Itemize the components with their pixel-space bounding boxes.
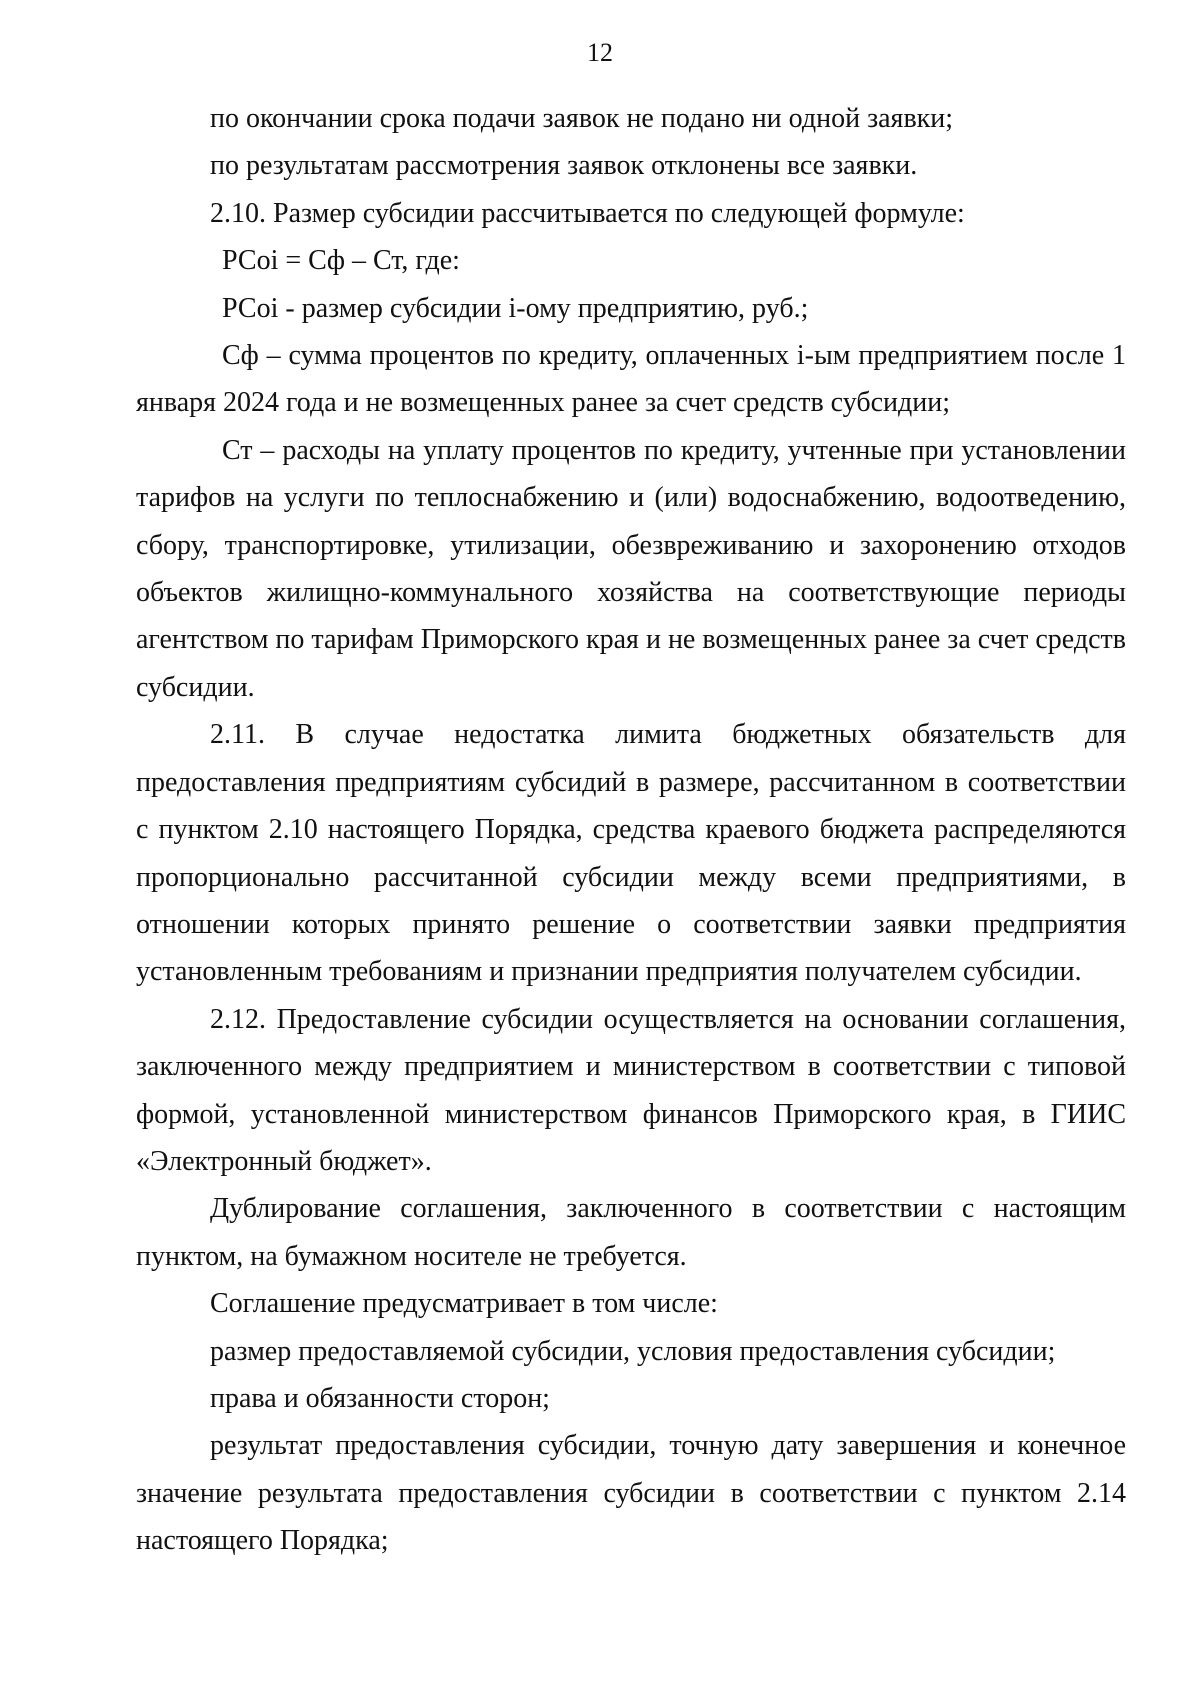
page-number: 12 bbox=[587, 38, 613, 67]
paragraph-subsidy-result: результат предоставления субсидии, точную дату завершения и конечное значение результата предоставления субсидии в соответствии с пунктом 2.14 настоящего Порядка; bbox=[136, 1430, 1126, 1557]
paragraph-2-12: 2.12. Предоставление субсидии осуществляется на основании соглашения, заключенного между предприятием и министерством в соответствии с типовой формой, установленной министерством финансов Приморского края, в ГИИС «Электронный бюджет». bbox=[136, 1003, 1126, 1177]
paragraph-2-10-heading: 2.10. Размер субсидии рассчитывается по следующей формуле: bbox=[210, 197, 965, 229]
paragraph-2-11: 2.11. В случае недостатка лимита бюджетных обязательств для предоставления предприятиям субсидий в размере, рассчитанном в соответствии с пунктом 2.10 настоящего Порядка, средства краевого бюджета распределяются пропорционально рассчитанной субсидии между всеми предприятиями, в отношении которых принято решение о соответствии заявки предприятия установленным требованиям и признании предприятия получателем субсидии. bbox=[136, 719, 1126, 988]
paragraph-all-applications-rejected: по результатам рассмотрения заявок отклонены все заявки. bbox=[210, 150, 918, 182]
formula-line: РСоi = Сф – Ст, где: bbox=[222, 245, 460, 277]
formula-definition-rsoi: РСоi - размер субсидии i-ому предприятию, руб.; bbox=[222, 292, 809, 324]
paragraph-no-paper-duplicate: Дублирование соглашения, заключенного в соответствии с настоящим пунктом, на бумажном носителе не требуется. bbox=[136, 1193, 1126, 1272]
paragraph-rights-obligations: права и обязанности сторон; bbox=[210, 1382, 550, 1414]
paragraph-agreement-provides: Соглашение предусматривает в том числе: bbox=[210, 1288, 718, 1320]
formula-definition-sf: Сф – сумма процентов по кредиту, оплаченных i-ым предприятием после 1 января 2024 года и не возмещенных ранее за счет средств субсидии; bbox=[136, 340, 1126, 419]
paragraph-subsidy-size-conditions: размер предоставляемой субсидии, условия предоставления субсидии; bbox=[210, 1335, 1056, 1367]
paragraph-deadline-no-applications: по окончании срока подачи заявок не подано ни одной заявки; bbox=[210, 103, 954, 134]
document-body bbox=[136, 95, 1126, 1565]
formula-definition-st: Ст – расходы на уплату процентов по кредиту, учтенные при установлении тарифов на услуги по теплоснабжению и (или) водоснабжению, водоотведению, сбору, транспортировке, утилизации, обезвреживанию и захоронению отходов объектов жилищно-коммунального хозяйства на соответствующие периоды агентством по тарифам Приморского края и не возмещенных ранее за счет средств субсидии. bbox=[136, 434, 1126, 703]
